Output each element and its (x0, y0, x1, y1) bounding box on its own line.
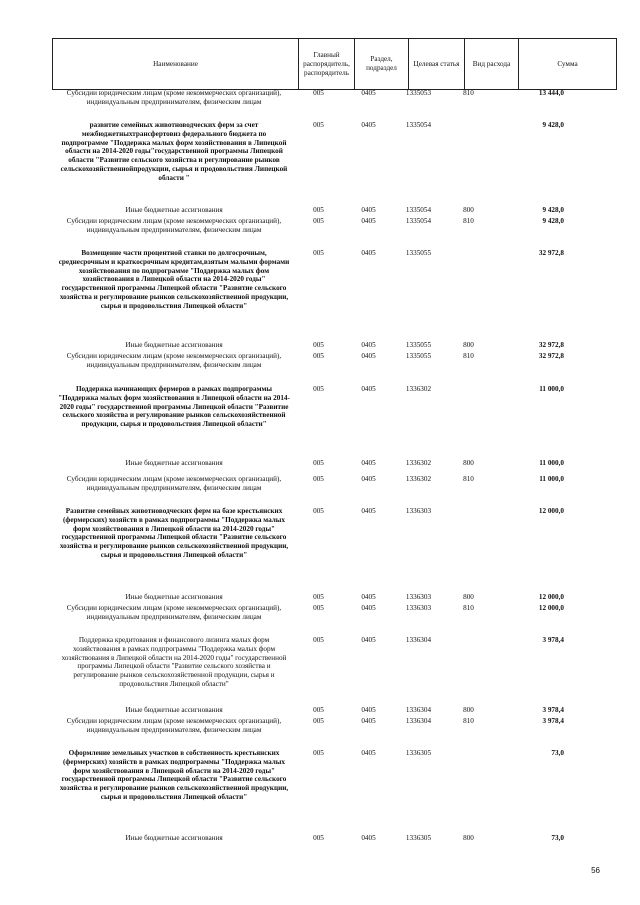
row-target-article: 1336303 (405, 507, 432, 515)
row-name: Субсидии юридическим лицам (кроме некоммерческих организаций), индивидуальным предпринимателям, физическим лицам (66, 217, 282, 234)
row-sum-value: 32 972,8 (538, 341, 564, 349)
row-sum-value: 13 444,0 (538, 89, 564, 97)
row-grbs: 005 (313, 89, 324, 97)
row-grbs: 005 (313, 249, 324, 257)
row-target-article: 1336304 (405, 706, 432, 714)
row-razdel: 0405 (361, 636, 376, 644)
row-sum (493, 475, 586, 484)
row-razdel: 0405 (361, 507, 376, 515)
row-grbs: 005 (313, 604, 324, 612)
row-razdel: 0405 (361, 352, 376, 360)
row-sum-value: 12 000,0 (538, 507, 564, 515)
row-target-article: 1335055 (405, 341, 432, 349)
row-name: Иные бюджетные ассигнования (125, 459, 223, 467)
row-sum (493, 249, 586, 258)
header-target-article: Целевая статья (409, 39, 465, 90)
row-target-article: 1335054 (405, 121, 432, 129)
row-target-article: 1336302 (405, 385, 432, 393)
row-razdel: 0405 (361, 475, 376, 483)
row-sum (493, 636, 586, 645)
row-expense-type: 800 (463, 834, 474, 842)
row-target-article: 1336303 (405, 593, 432, 601)
budget-table-header (52, 38, 586, 90)
row-sum-value: 11 000,0 (539, 475, 564, 483)
row-sum-value: 32 972,8 (538, 249, 564, 257)
row-name: Оформление земельных участков в собственность крестьянских (фермерских) хозяйств в рамках подпрограммы "Поддержка малых форм хозяйствования в Липецкой области на 2014-2020 годы" государственной программы Липецкой области "Развитие сельского хозяйства и регулирование рынков сельскохозяйственной продукции, сырья и продовольствия Липецкой области" (59, 749, 289, 801)
row-grbs: 005 (313, 834, 324, 842)
row-sum-value: 73,0 (551, 834, 564, 842)
row-expense-type: 800 (463, 459, 474, 467)
row-sum (493, 341, 586, 350)
page-number: 56 (591, 866, 600, 875)
row-target-article: 1335055 (405, 352, 432, 360)
row-sum (493, 352, 586, 361)
header-razdel: Раздел, подраздел (355, 39, 409, 90)
row-target-article: 1335053 (405, 89, 432, 97)
row-grbs: 005 (313, 341, 324, 349)
row-grbs: 005 (313, 717, 324, 725)
row-name: Субсидии юридическим лицам (кроме некоммерческих организаций), индивидуальным предпринимателям, физическим лицам (66, 352, 282, 369)
row-name: Иные бюджетные ассигнования (125, 834, 223, 842)
row-sum (493, 604, 586, 613)
row-name: Поддержка начинающих фермеров в рамках подпрограммы "Поддержка малых форм хозяйствования в Липецкой области на 2014-2020 годы" государственной программы Липецкой области "Развитие сельского хозяйства и регулирование рынков сельскохозяйственной продукции, сырья и продовольствия Липецкой области" (58, 385, 290, 429)
row-target-article: 1336305 (405, 749, 432, 757)
row-razdel: 0405 (361, 341, 376, 349)
row-razdel: 0405 (361, 121, 376, 129)
row-grbs: 005 (313, 593, 324, 601)
row-razdel: 0405 (361, 604, 376, 612)
row-grbs: 005 (313, 706, 324, 714)
row-name: Иные бюджетные ассигнования (125, 206, 223, 214)
row-sum (493, 121, 586, 130)
row-sum (493, 706, 586, 715)
row-sum-value: 11 000,0 (539, 459, 564, 467)
row-name: Субсидии юридическим лицам (кроме некоммерческих организаций), индивидуальным предпринимателям, физическим лицам (66, 604, 282, 621)
row-target-article: 1336305 (405, 834, 432, 842)
row-sum-value: 32 972,8 (538, 352, 564, 360)
row-expense-type: 800 (463, 341, 474, 349)
row-expense-type: 810 (463, 89, 474, 97)
row-sum-value: 12 000,0 (538, 593, 564, 601)
header-name: Наименование (53, 39, 299, 90)
row-target-article: 1335055 (405, 249, 432, 257)
row-sum (493, 593, 586, 602)
row-razdel: 0405 (361, 217, 376, 225)
row-sum-value: 3 978,4 (542, 717, 564, 725)
row-expense-type: 800 (463, 206, 474, 214)
header-table (52, 38, 617, 90)
row-sum (493, 749, 586, 758)
row-grbs: 005 (313, 459, 324, 467)
row-grbs: 005 (313, 206, 324, 214)
row-target-article: 1336302 (405, 475, 432, 483)
row-razdel: 0405 (361, 749, 376, 757)
row-grbs: 005 (313, 352, 324, 360)
row-sum (493, 459, 586, 468)
row-sum (493, 385, 586, 394)
row-grbs: 005 (313, 121, 324, 129)
row-name: развитие семейных животноводческих ферм за счет межбюджетныхтрансфертовиз федерального бюджета по подпрограмме "Поддержка малых форм хозяйствования в Липецкой области на 2014-2020 годы"государственной программы Липецкой области "Развитие сельского хозяйства и регулирование рынков сельскохозяйственнойпродукции, сырья и продовольствия Липецкой области " (60, 121, 288, 182)
row-razdel: 0405 (361, 459, 376, 467)
row-expense-type: 810 (463, 217, 474, 225)
row-grbs: 005 (313, 217, 324, 225)
row-target-article: 1336304 (405, 717, 432, 725)
row-sum-value: 73,0 (551, 749, 564, 757)
row-name: Иные бюджетные ассигнования (125, 706, 223, 714)
row-grbs: 005 (313, 475, 324, 483)
row-grbs: 005 (313, 749, 324, 757)
row-sum (493, 507, 586, 516)
row-sum-value: 3 978,4 (542, 636, 564, 644)
row-name: Иные бюджетные ассигнования (125, 341, 223, 349)
row-sum-value: 11 000,0 (539, 385, 564, 393)
row-expense-type: 810 (463, 604, 474, 612)
row-name: Субсидии юридическим лицам (кроме некоммерческих организаций), индивидуальным предпринимателям, физическим лицам (66, 717, 282, 734)
row-grbs: 005 (313, 507, 324, 515)
header-sum: Сумма (519, 39, 617, 90)
row-sum-value: 12 000,0 (538, 604, 564, 612)
row-sum-value: 9 428,0 (542, 217, 564, 225)
row-name: Иные бюджетные ассигнования (125, 593, 223, 601)
row-expense-type: 810 (463, 717, 474, 725)
header-grbs: Главный распорядитель, распорядитель (299, 39, 355, 90)
row-expense-type: 800 (463, 706, 474, 714)
row-razdel: 0405 (361, 717, 376, 725)
row-name: Развитие семейных животноводческих ферм на базе крестьянских (фермерских) хозяйств в рамках подпрограммы "Поддержка малых форм хозяйствования в Липецкой области на 2014-2020 годы" государственной программы Липецкой области "Развитие сельского хозяйства и регулирование рынков сельскохозяйственной продукции, сырья и продовольствия Липецкой области" (59, 507, 289, 559)
row-target-article: 1336304 (405, 636, 432, 644)
row-razdel: 0405 (361, 706, 376, 714)
row-expense-type: 810 (463, 475, 474, 483)
row-razdel: 0405 (361, 206, 376, 214)
row-target-article: 1335054 (405, 217, 432, 225)
row-sum (493, 834, 586, 843)
row-name: Поддержка кредитования и финансового лизинга малых форм хозяйствования в рамках подпрограммы "Поддержка малых форм хозяйствования в Липецкой области на 2014-2020 годы" государственной программы Липецкой области "Развитие сельского хозяйства и регулирование рынков сельскохозяйственной продукции, сырья и продовольствия Липецкой области" (61, 636, 287, 688)
row-target-article: 1336303 (405, 604, 432, 612)
row-name: Возмещение части процентной ставки по долгосрочным, среднесрочным и краткосрочным кредитам,взятым малыми формами хозяйствования по подпрограмме "Поддержка малых фом хозяйствования в Липецкой области на 2014-2020 годы" государственной программы Липецкой области "Развитие сельского хозяйства и регулирование рынков сельскохозяйственной продукции, сырья и продовольствия Липецкой области" (58, 249, 290, 310)
row-sum-value: 9 428,0 (542, 206, 564, 214)
row-sum (493, 717, 586, 726)
row-name: Субсидии юридическим лицам (кроме некоммерческих организаций), индивидуальным предпринимателям, физическим лицам (66, 475, 282, 492)
row-target-article: 1336302 (405, 459, 432, 467)
row-grbs: 005 (313, 636, 324, 644)
row-name: Субсидии юридическим лицам (кроме некоммерческих организаций), индивидуальным предпринимателям, физическим лицам (66, 89, 282, 106)
row-sum-value: 3 978,4 (542, 706, 564, 714)
header-expense-type: Вид расхода (465, 39, 519, 90)
row-grbs: 005 (313, 385, 324, 393)
row-sum-value: 9 428,0 (542, 121, 564, 129)
row-expense-type: 810 (463, 352, 474, 360)
row-razdel: 0405 (361, 249, 376, 257)
row-sum (493, 206, 586, 215)
row-razdel: 0405 (361, 834, 376, 842)
row-razdel: 0405 (361, 385, 376, 393)
row-sum (493, 217, 586, 226)
row-razdel: 0405 (361, 89, 376, 97)
row-razdel: 0405 (361, 593, 376, 601)
row-expense-type: 800 (463, 593, 474, 601)
row-target-article: 1335054 (405, 206, 432, 214)
row-sum (493, 89, 586, 98)
